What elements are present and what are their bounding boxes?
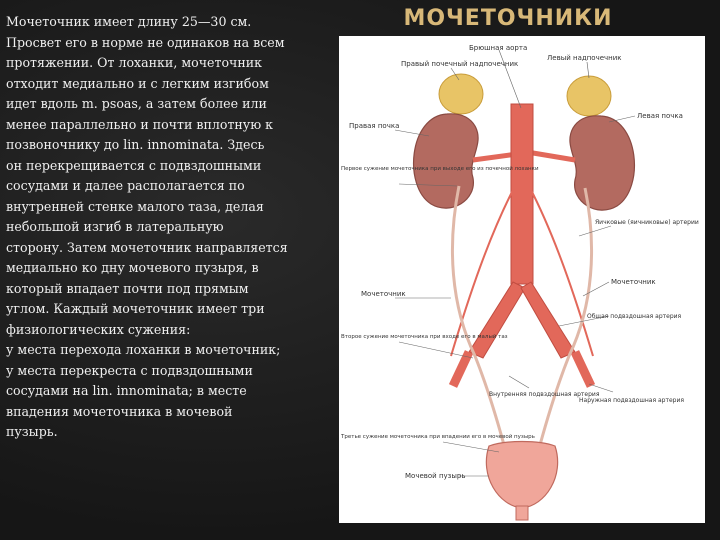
slide-title: МОЧЕТОЧНИКИ bbox=[403, 6, 613, 31]
label-aorta: Брюшная аорта bbox=[469, 44, 528, 52]
text-line: менее параллельно и почти вплотную к bbox=[6, 116, 274, 132]
left-external-iliac-artery bbox=[575, 352, 591, 386]
label-left-adrenal: Левый надпочечник bbox=[547, 54, 622, 62]
text-line: отходит медиально и с легким изгибом bbox=[6, 75, 269, 91]
label-first-narrowing bbox=[341, 165, 539, 172]
right-renal-artery bbox=[473, 154, 517, 160]
urethra bbox=[516, 506, 528, 520]
text-line: идет вдоль m. psoas, а затем более или bbox=[6, 96, 267, 111]
text-line: сторону. Затем мочеточник направляется bbox=[6, 239, 288, 255]
text-line: пузырь. bbox=[6, 424, 58, 439]
right-common-iliac-artery bbox=[469, 282, 525, 358]
body-text bbox=[6, 12, 324, 443]
label-ovarian-vessels: Яичковые (яичниковые) артерии bbox=[595, 219, 699, 226]
text-line: внутренней стенке малого таза, делая bbox=[6, 198, 264, 214]
text-line: медиально ко дну мочевого пузыря, в bbox=[6, 260, 259, 275]
text-line: у места перекреста с подвздошными bbox=[6, 362, 253, 378]
label-external-iliac: Наружная подвздошная артерия bbox=[579, 397, 684, 404]
left-adrenal-gland bbox=[567, 76, 611, 116]
label-internal-iliac: Внутренняя подвздошная артерия bbox=[489, 391, 600, 398]
text-line: у места перехода лоханки в мочеточник; bbox=[6, 342, 281, 357]
urinary-system-illustration bbox=[339, 36, 705, 523]
text-line: небольшой изгиб в латеральную bbox=[6, 219, 224, 234]
label-second-narrowing: Второе сужение мочеточника при входе его в малый таз bbox=[341, 334, 508, 340]
text-line: протяжении. От лоханки, мочеточник bbox=[6, 55, 263, 70]
text-line: который впадает почти под прямым bbox=[6, 280, 249, 296]
right-adrenal-gland bbox=[439, 74, 483, 114]
left-renal-artery bbox=[527, 152, 575, 160]
text-line: Мочеточник имеет длину 25—30 см. bbox=[6, 14, 252, 29]
right-external-iliac-artery bbox=[453, 352, 469, 386]
label-left-kidney: Левая почка bbox=[637, 112, 683, 120]
text-line: он перекрещивается с подвздошными bbox=[6, 157, 262, 173]
label-common-iliac: Общая подвздошная артерия bbox=[587, 313, 682, 320]
right-kidney bbox=[414, 114, 479, 208]
left-kidney bbox=[570, 116, 635, 210]
anatomy-figure bbox=[339, 36, 705, 523]
label-third-narrowing: Третье сужение мочеточника при впадении его в мочевой пузырь bbox=[341, 434, 535, 440]
label-ureter: Мочеточник bbox=[361, 290, 406, 298]
label-first-narrowing-text: Первое сужение мочеточника при выходе его из почечной лоханки bbox=[341, 166, 539, 172]
left-common-iliac-artery bbox=[521, 282, 575, 358]
label-bladder: Мочевой пузырь bbox=[405, 472, 466, 480]
text-line: сосудами и далее располагается по bbox=[6, 178, 245, 193]
text-line: углом. Каждый мочеточник имеет три bbox=[6, 301, 265, 316]
text-line: впадения мочеточника в мочевой bbox=[6, 403, 233, 419]
text-line: физиологических сужения: bbox=[6, 321, 191, 337]
label-right-kidney: Правая почка bbox=[349, 122, 400, 130]
label-right-adrenal: Правый почечный надпочечник bbox=[401, 60, 519, 68]
text-line: Просвет его в норме не одинаков на всем bbox=[6, 34, 285, 50]
label-ureter-right: Мочеточник bbox=[611, 278, 656, 286]
text-line: позвоночнику до lin. innominata. Здесь bbox=[6, 137, 265, 152]
abdominal-aorta bbox=[511, 104, 533, 284]
text-line: сосудами на lin. innominata; в месте bbox=[6, 383, 247, 398]
